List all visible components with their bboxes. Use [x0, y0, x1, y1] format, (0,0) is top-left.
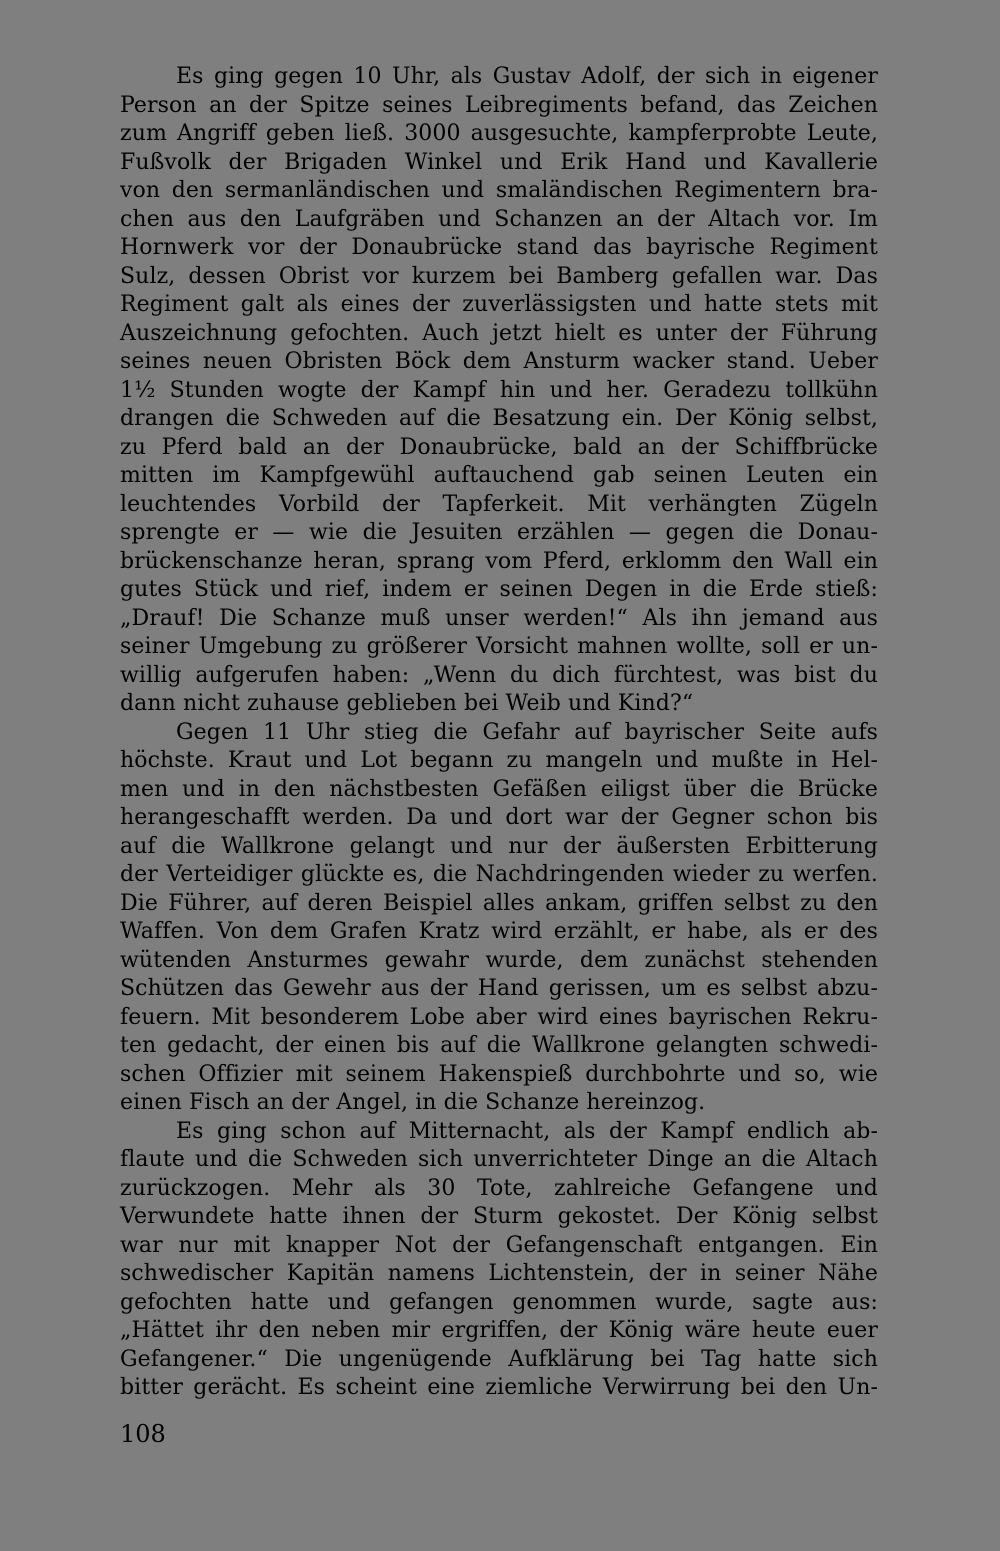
text-line: Verwundete hatte ihnen der Sturm gekostet. Der König selbst — [120, 1204, 878, 1229]
text-line: gutes Stück und rief, indem er seinen Degen in die Erde stieß: — [120, 577, 878, 602]
text-line: seines neuen Obristen Böck dem Ansturm wacker stand. Ueber — [120, 349, 878, 374]
paragraph-3 — [120, 1118, 878, 1403]
text-line: men und in den nächstbesten Gefäßen eiligst über die Brücke — [120, 776, 878, 802]
text-line: zu Pferd bald an der Donaubrücke, bald an der Schiffbrücke — [120, 434, 878, 460]
text-line: leuchtendes Vorbild der Tapferkeit. Mit verhängten Zügeln — [120, 491, 878, 517]
text-line: auf die Wallkrone gelangt und nur der äußersten Erbitterung — [120, 833, 878, 859]
text-line: „Drauf! Die Schanze muß unser werden!“ Als ihn jemand aus — [120, 605, 878, 631]
text-line: von den sermanländischen und smaländischen Regimentern bra- — [120, 178, 878, 203]
text-line: einen Fisch an der Angel, in die Schanze hereinzog. — [120, 1090, 706, 1115]
text-line: wütenden Ansturmes gewahr wurde, dem zunächst stehenden — [120, 947, 878, 973]
text-line: brückenschanze heran, sprang vom Pferd, erklomm den Wall ein — [120, 548, 878, 574]
text-line: Sulz, dessen Obrist vor kurzem bei Bamberg gefallen war. Das — [120, 263, 878, 289]
text-line: Gegen 11 Uhr stieg die Gefahr auf bayrischer Seite aufs — [176, 719, 878, 745]
text-line: herangeschafft werden. Da und dort war der Gegner schon bis — [120, 805, 878, 830]
text-line: feuern. Mit besonderem Lobe aber wird eines bayrischen Rekru- — [120, 1004, 878, 1030]
text-line: Hornwerk vor der Donaubrücke stand das bayrische Regiment — [120, 235, 878, 260]
text-line: zurückzogen. Mehr als 30 Tote, zahlreiche Gefangene und — [120, 1175, 878, 1201]
text-line: drangen die Schweden auf die Besatzung ein. Der König selbst, — [120, 406, 878, 431]
text-line: flaute und die Schweden sich unverrichteter Dinge an die Altach — [120, 1147, 878, 1172]
text-line: chen aus den Laufgräben und Schanzen an der Altach vor. Im — [120, 206, 878, 232]
text-line: Waffen. Von dem Grafen Kratz wird erzählt, er habe, als er des — [120, 919, 878, 944]
text-line: Es ging gegen 10 Uhr, als Gustav Adolf, der sich in eigener — [176, 64, 878, 89]
text-line: Auszeichnung gefochten. Auch jetzt hielt es unter der Führung — [120, 320, 878, 346]
text-line: Gefangener.“ Die ungenügende Aufklärung bei Tag hatte sich — [120, 1346, 878, 1372]
text-line: mitten im Kampfgewühl auftauchend gab seinen Leuten ein — [120, 463, 878, 488]
text-line: schen Offizier mit seinem Hakenspieß durchbohrte und so, wie — [120, 1061, 878, 1087]
text-line: Person an der Spitze seines Leibregiments befand, das Zeichen — [120, 92, 878, 118]
text-line: bitter gerächt. Es scheint eine ziemliche Verwirrung bei den Un- — [120, 1375, 878, 1400]
text-line: gefochten hatte und gefangen genommen wurde, sagte aus: — [120, 1289, 878, 1315]
text-line: dann nicht zuhause geblieben bei Weib und Kind?“ — [120, 691, 694, 716]
text-line: schwedischer Kapitän namens Lichtenstein, der in seiner Nähe — [120, 1261, 878, 1286]
text-line: willig aufgerufen haben: „Wenn du dich fürchtest, was bist du — [120, 662, 878, 688]
text-line: Schützen das Gewehr aus der Hand gerissen, um es selbst abzu- — [120, 976, 878, 1001]
text-line: war nur mit knapper Not der Gefangenschaft entgangen. Ein — [120, 1232, 878, 1258]
text-line: 1½ Stunden wogte der Kampf hin und her. Geradezu tollkühn — [120, 377, 878, 403]
page-number: 108 — [120, 1420, 166, 1448]
text-line: der Verteidiger glückte es, die Nachdringenden wieder zu werfen. — [120, 862, 878, 887]
text-line: Es ging schon auf Mitternacht, als der Kampf endlich ab- — [176, 1118, 878, 1144]
text-line: ten gedacht, der einen bis auf die Wallkrone gelangten schwedi- — [120, 1033, 878, 1058]
text-line: Die Führer, auf deren Beispiel alles ankam, griffen selbst zu den — [120, 890, 878, 916]
text-line: höchste. Kraut und Lot begann zu mangeln und mußte in Hel- — [120, 748, 878, 773]
text-line: Fußvolk der Brigaden Winkel und Erik Hand und Kavallerie — [120, 149, 878, 175]
book-page — [120, 63, 878, 1483]
text-line: seiner Umgebung zu größerer Vorsicht mahnen wollte, soll er un- — [120, 634, 878, 659]
text-line: „Hättet ihr den neben mir ergriffen, der König wäre heute euer — [120, 1318, 878, 1343]
text-line: Regiment galt als eines der zuverlässigsten und hatte stets mit — [120, 292, 878, 317]
paragraph-1 — [120, 63, 878, 719]
text-line: zum Angriff geben ließ. 3000 ausgesuchte, kampferprobte Leute, — [120, 121, 878, 146]
text-line: sprengte er — wie die Jesuiten erzählen — gegen die Donau- — [120, 520, 878, 545]
paragraph-2 — [120, 719, 878, 1118]
